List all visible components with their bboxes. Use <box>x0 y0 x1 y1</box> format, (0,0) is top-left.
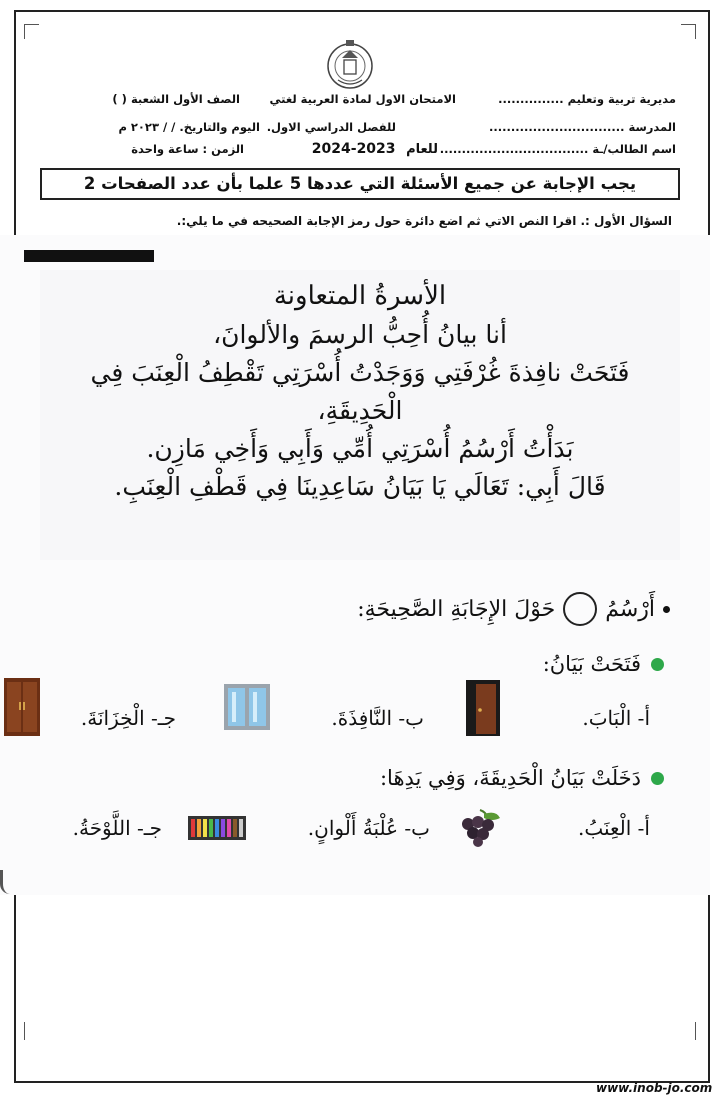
question-stem-text: دَخَلَتْ بَيَانُ الْحَدِيقَةَ، وَفِي يَدِهَا: <box>379 766 641 790</box>
crop-mark <box>681 24 696 39</box>
story-line: الْحَدِيقَةِ، <box>317 396 403 425</box>
academic-year: 2023-2024 <box>311 141 396 157</box>
question-stem-text: فَتَحَتْ بَيَانُ: <box>542 652 641 676</box>
wardrobe-icon <box>4 678 40 736</box>
question-stem <box>543 652 664 676</box>
instruction-verb: أَرْسُمُ <box>605 596 655 622</box>
year-label <box>312 141 438 157</box>
website-watermark[interactable]: www.inob-jo.com <box>596 1081 713 1095</box>
story-passage <box>40 270 680 560</box>
green-bullet-icon <box>651 658 664 671</box>
door-icon <box>466 680 500 736</box>
crop-mark <box>24 24 39 39</box>
semester-label: للفصل الدراسي الاول. <box>266 120 396 134</box>
directorate-field: مديرية تربية وتعليم ............... <box>498 92 676 106</box>
exercise-instruction <box>357 592 670 626</box>
window-icon <box>224 684 270 730</box>
question-one-prompt: السؤال الأول :. اقرا النص الاتي ثم اضع دائرة حول رمز الإجابة الصحيحه في ما يلي:. <box>176 214 672 228</box>
crop-mark <box>24 1022 39 1040</box>
option-a[interactable]: أ- الْبَابَ. <box>582 706 650 730</box>
school-field: المدرسة ............................... <box>489 120 676 134</box>
option-c[interactable]: جـ- الْخِزَانَةَ. <box>80 706 176 730</box>
instruction-box: يجب الإجابة عن جميع الأسئلة التي عددها 5 علما بأن عدد الصفحات 2 <box>40 168 680 200</box>
story-line: أنا بيانُ أُحِبُّ الرسمَ والألوانَ، <box>213 320 507 349</box>
photo-edge-mark <box>0 870 17 894</box>
date-field: اليوم والتاريخ. / / ٢٠٢٣ م <box>118 120 260 134</box>
crop-mark <box>681 1022 696 1040</box>
black-strip <box>24 250 154 262</box>
circle-icon <box>563 592 597 626</box>
time-field: الزمن : ساعة واحدة <box>131 142 244 156</box>
option-b[interactable]: ب- النَّافِذَةَ. <box>331 706 424 730</box>
green-bullet-icon <box>651 772 664 785</box>
story-title: الأسرةُ المتعاونة <box>273 281 447 311</box>
crayon-box-icon <box>188 816 246 840</box>
year-prefix: للعام <box>406 142 438 157</box>
exam-title: الامتحان الاول لمادة العربية لغتي <box>269 92 456 106</box>
option-a[interactable]: أ- الْعِنَبُ. <box>577 816 650 840</box>
story-line: قَالَ أَبِي: تَعَالَي يَا بَيَانُ سَاعِدِينَا فِي قَطْفِ الْعِنَبِ. <box>114 472 606 501</box>
story-line: فَتَحَتْ نافِذةَ غُرْفَتِي وَوَجَدْتُ أُسْرَتِي تَقْطِفُ الْعِنَبَ فِي <box>90 358 630 387</box>
coat-of-arms-emblem <box>324 38 376 94</box>
question-stem <box>380 766 664 790</box>
option-b[interactable]: ب- عُلْبَةُ أَلْوانٍ. <box>307 816 430 840</box>
story-line: بَدَأْتُ أَرْسُمُ أُسْرَتِي أُمِّي وَأَبِي وَأَخِي مَازِن. <box>146 434 574 463</box>
grade-field: الصف الأول الشعبة ( ) <box>112 92 240 106</box>
grapes-icon <box>456 808 502 848</box>
student-name-field: اسم الطالب/ـة .................................. <box>439 142 676 156</box>
bullet-icon <box>663 606 670 613</box>
instruction-rest: حَوْلَ الإِجَابَةِ الصَّحِيحَةِ: <box>357 596 556 622</box>
option-c[interactable]: جـ- اللَّوْحَةُ. <box>72 816 162 840</box>
